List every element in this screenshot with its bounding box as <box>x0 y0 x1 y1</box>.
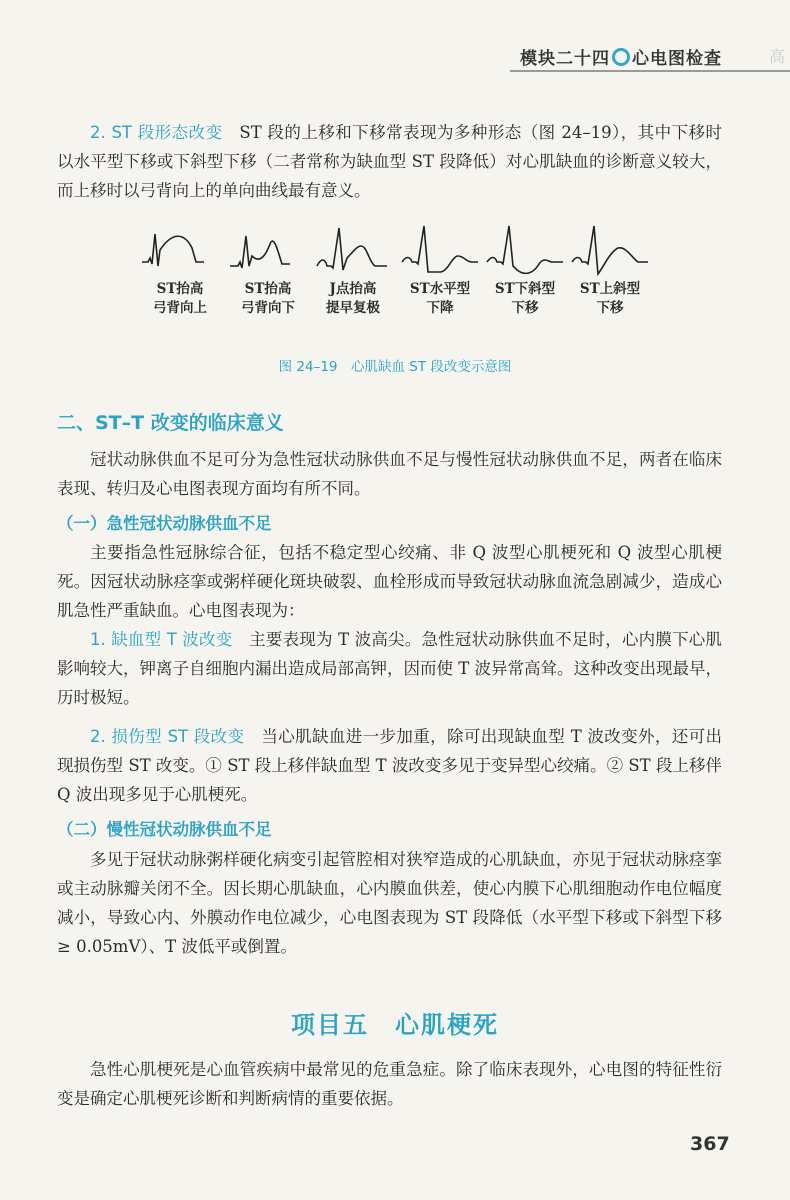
header-title <box>520 44 722 69</box>
ecg-st-elevation-convex <box>140 222 220 318</box>
running-header <box>440 40 790 74</box>
ecg-label-line1: J点抬高 <box>329 281 377 297</box>
paragraph-chronic: 多见于冠状动脉粥样硬化病变引起管腔相对狭窄造成的心肌缺血，亦见于冠状动脉痉挛或主动脉瓣关闭不全。因长期心肌缺血，心内膜血供差，使心内膜下心肌细胞动作电位幅度减小，导致心内、外膜动作电位减少，心电图表现为 ST 段降低（水平型下移或下斜型下移≥ 0.05mV）、T 波低平或倒置。 <box>57 850 722 956</box>
project-title: 项目五 心肌梗死 <box>291 1011 499 1039</box>
ecg-st-elevation-concave <box>228 222 308 318</box>
header-bullet-icon <box>612 48 630 66</box>
ecg-st-downsloping-depression <box>485 222 565 318</box>
subsection-heading-chronic: （二）慢性冠状动脉供血不足 <box>57 820 272 839</box>
ecg-label-line2: 下降 <box>426 300 454 316</box>
item-lead: 1. 缺血型 T 波改变 <box>90 630 233 649</box>
ecg-trace-icon <box>570 222 650 276</box>
paragraph-injury-st <box>57 722 722 809</box>
ecg-trace-icon <box>485 222 565 276</box>
ecg-label-line1: ST水平型 <box>409 281 471 297</box>
ecg-label-line2: 弓背向上 <box>153 300 207 316</box>
ecg-label-line1: ST抬高 <box>244 281 292 297</box>
ecg-trace-icon <box>140 222 220 276</box>
figure-caption: 图 24–19 心肌缺血 ST 段改变示意图 <box>278 359 512 375</box>
header-module: 模块二十四 <box>520 49 610 69</box>
item-lead: 2. 损伤型 ST 段改变 <box>90 727 245 746</box>
header-chapter: 心电图检查 <box>632 49 722 69</box>
paragraph-acute: 主要指急性冠脉综合征，包括不稳定型心绞痛、非 Q 波型心肌梗死和 Q 波型心肌梗死。因冠状动脉痉挛或粥样硬化斑块破裂、血栓形成而导致冠状动脉血流急剧减少，造成心肌急性严重缺血。心电图表现为： <box>57 543 722 620</box>
ecg-label-line2: 弓背向下 <box>241 300 295 316</box>
paragraph-ischemic-t <box>57 625 722 712</box>
ecg-label-line2: 下移 <box>511 300 539 316</box>
page-number: 367 <box>690 1133 730 1155</box>
header-divider <box>510 70 790 72</box>
para-text: ST 段的上移和下移常表现为多种形态（图 24–19），其中下移时以水平型下移或下斜型下移（二者常称为缺血型 ST 段降低）对心肌缺血的诊断意义较大，而上移时以弓背向上的单向曲线最有意义。 <box>57 123 722 200</box>
ecg-j-point-elevation <box>313 222 393 318</box>
ecg-label-line1: ST下斜型 <box>494 281 556 297</box>
section-intro: 冠状动脉供血不足可分为急性冠状动脉供血不足与慢性冠状动脉供血不足，两者在临床表现、转归及心电图表现方面均有所不同。 <box>57 450 722 498</box>
ecg-label-line2: 下移 <box>596 300 624 316</box>
paragraph-mi: 急性心肌梗死是心血管疾病中最常见的危重急症。除了临床表现外，心电图的特征性衍变是确定心肌梗死诊断和判断病情的重要依据。 <box>57 1060 722 1108</box>
item-text: 主要表现为 T 波高尖。急性冠状动脉供血不足时，心内膜下心肌影响较大，钾离子自细胞内漏出造成局部高钾，因而使 T 波异常高耸。这种改变出现最早，历时极短。 <box>57 630 723 707</box>
subsection-heading-acute: （一）急性冠状动脉供血不足 <box>57 514 272 533</box>
ecg-trace-icon <box>400 222 480 276</box>
ecg-trace-icon <box>313 222 393 276</box>
ecg-st-upsloping-depression <box>570 222 650 318</box>
ecg-st-horizontal-depression <box>400 222 480 318</box>
section-heading: 二、ST–T 改变的临床意义 <box>57 412 284 434</box>
para-lead: 2. ST 段形态改变 <box>90 123 223 142</box>
ecg-label-line2: 提早复极 <box>326 300 380 316</box>
ecg-trace-icon <box>228 222 308 276</box>
paragraph-st-morphology <box>57 118 722 205</box>
header-tail: 高 <box>768 47 785 66</box>
ecg-label-line1: ST抬高 <box>156 281 204 297</box>
ecg-figure <box>140 222 660 332</box>
item-text: 当心肌缺血进一步加重，除可出现缺血型 T 波改变外，还可出现损伤型 ST 改变。① ST 段上移伴缺血型 T 波改变多见于变异型心绞痛。② ST 段上移伴 Q 波出现多见于心肌梗死。 <box>57 727 723 804</box>
ecg-label-line1: ST上斜型 <box>579 281 641 297</box>
